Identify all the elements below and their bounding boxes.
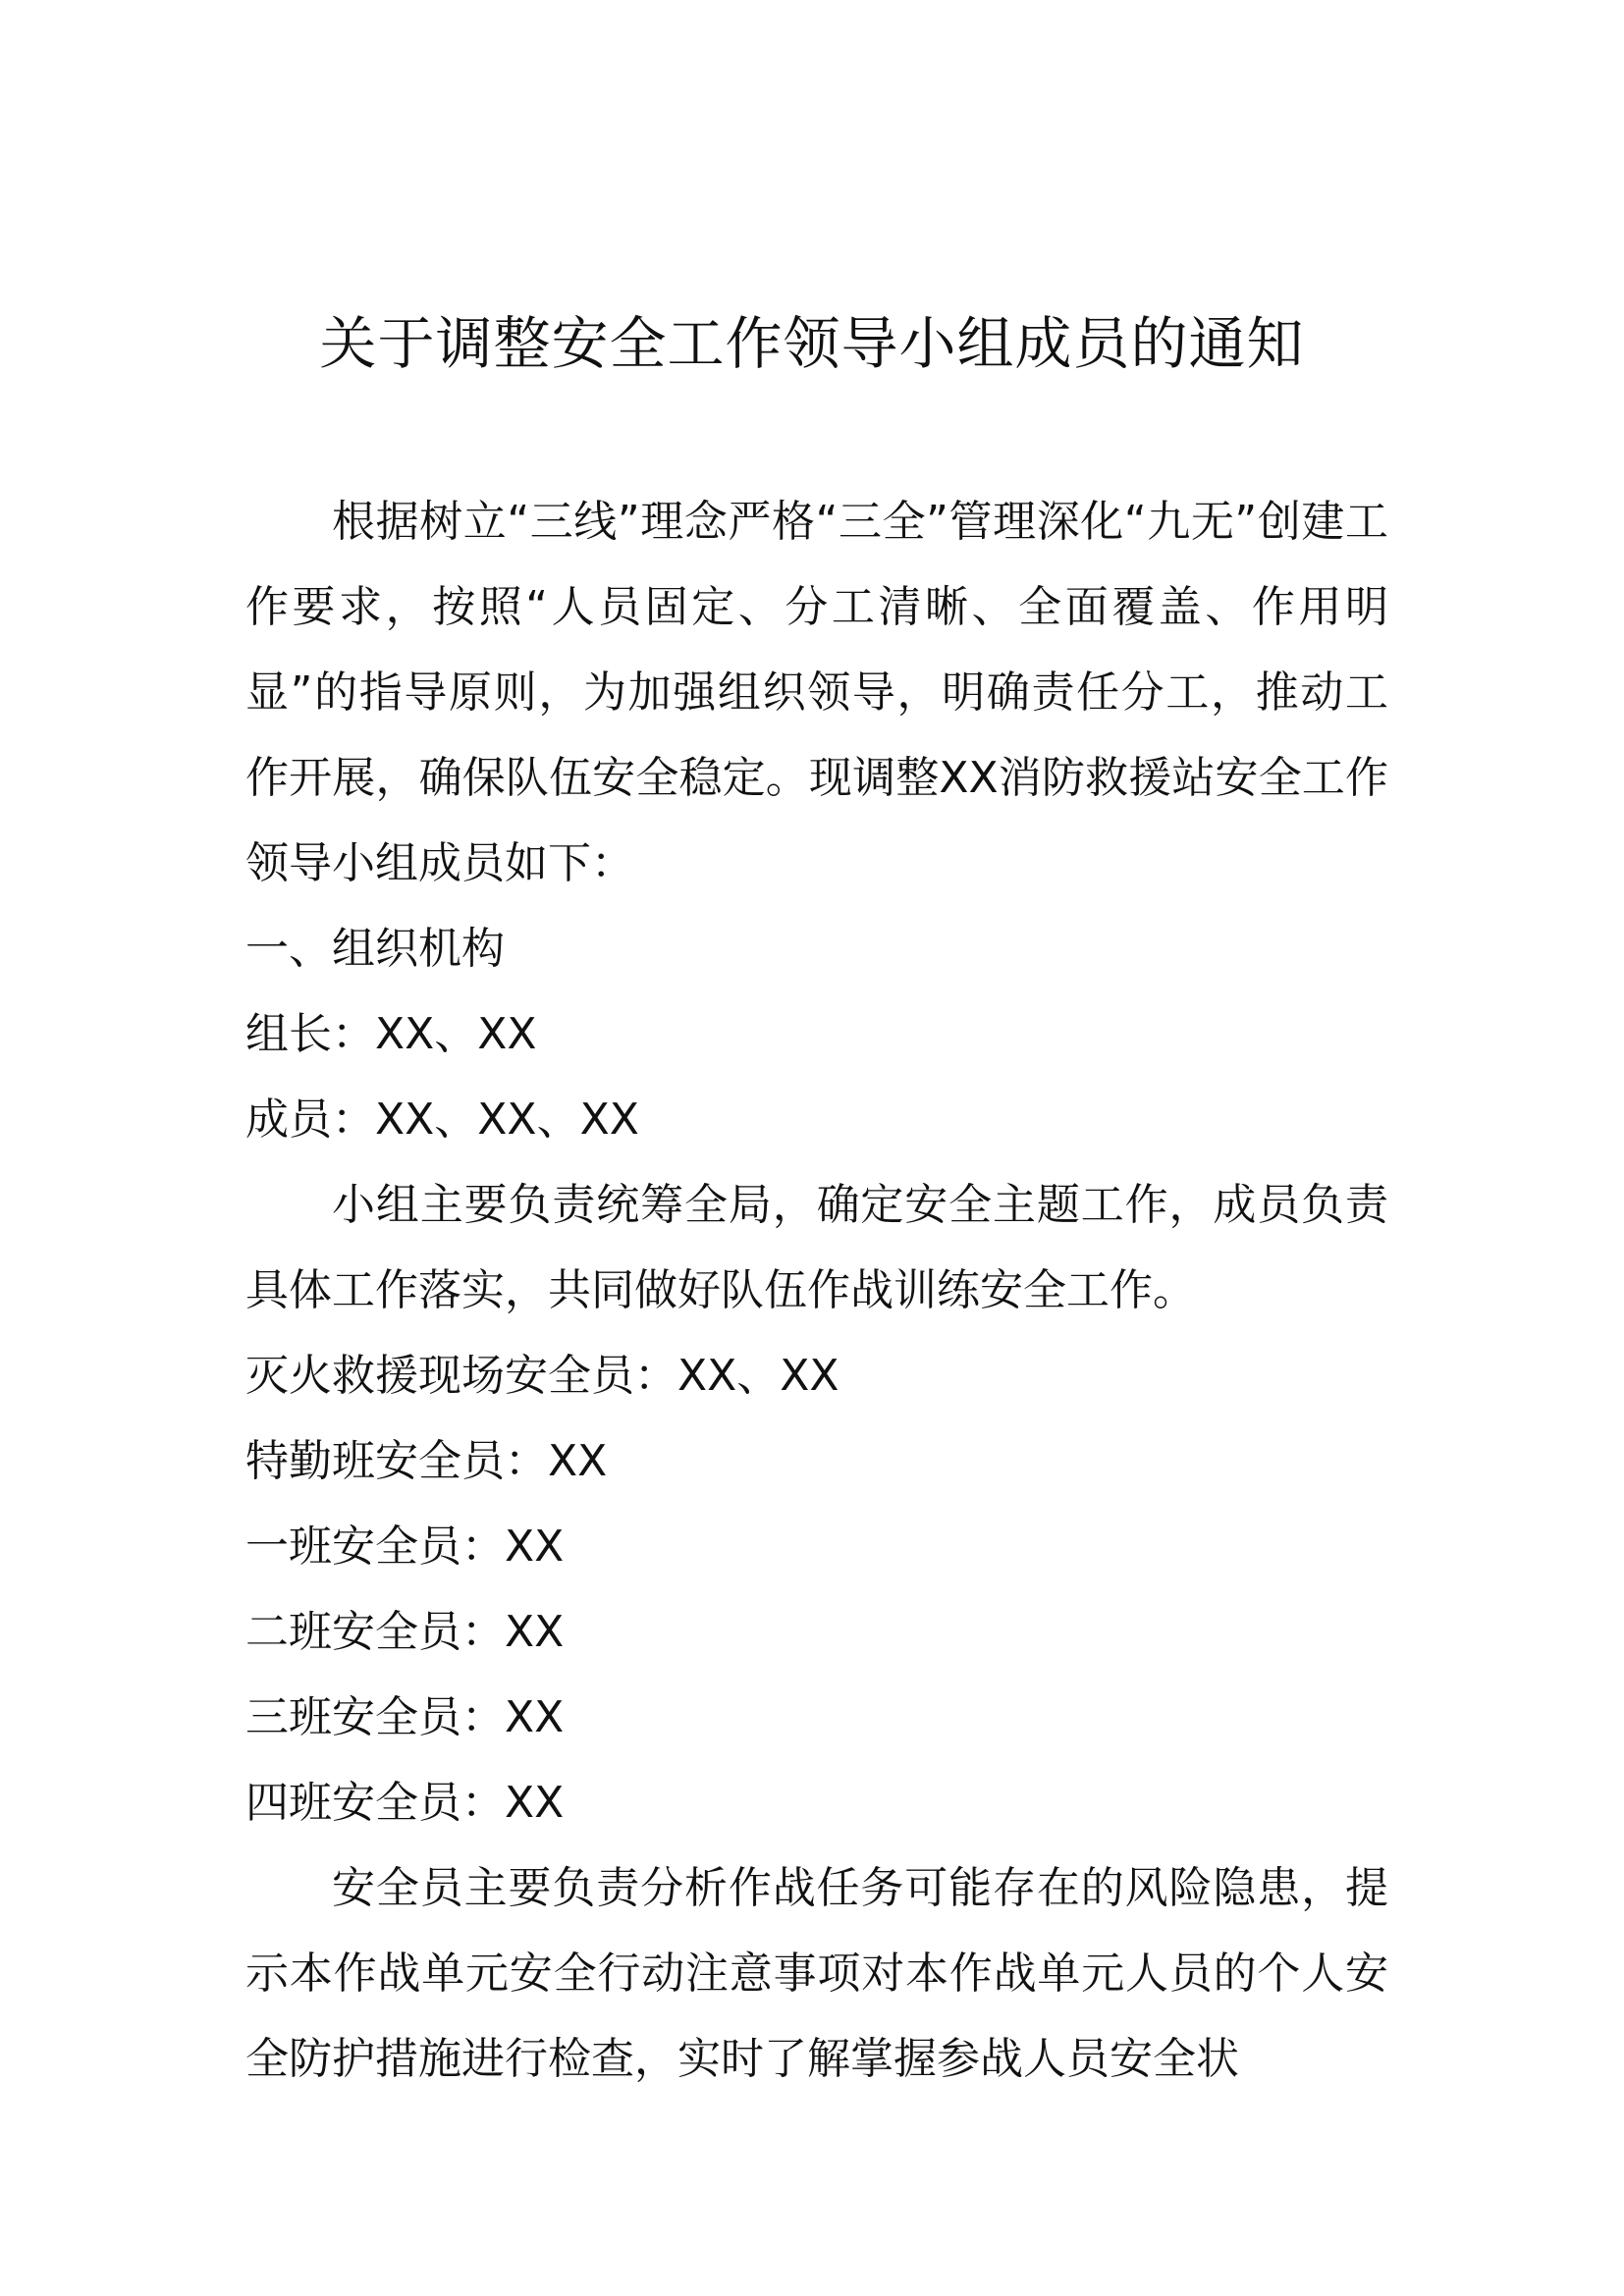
group-duties-paragraph: 小组主要负责统筹全局，确定安全主题工作，成员负责具体工作落实，共同做好队伍作战训练安全工作。 [245, 1180, 1388, 1315]
scene-safety-officer-line: 灭火救援现场安全员：XX、XX [245, 1351, 839, 1401]
squad-4-safety-officer-line: 四班安全员：XX [245, 1778, 565, 1828]
squad-3-safety-officer-line: 三班安全员：XX [245, 1692, 565, 1742]
safety-officer-duties-paragraph: 安全员主要负责分析作战任务可能存在的风险隐患，提示本作战单元安全行动注意事项对本作战单元人员的个人安全防护措施进行检查，实时了解掌握参战人员安全状 [245, 1863, 1388, 2084]
document-title: 关于调整安全工作领导小组成员的通知 [319, 310, 1305, 377]
document-body [245, 479, 1388, 2102]
squad-1-safety-officer-line: 一班安全员：XX [245, 1522, 565, 1572]
squad-2-safety-officer-line: 二班安全员：XX [245, 1607, 565, 1657]
group-members-line: 成员：XX、XX、XX [245, 1095, 639, 1145]
group-leader-line: 组长：XX、XX [245, 1009, 537, 1059]
intro-paragraph: 根据树立“三线”理念严格“三全”管理深化“九无”创建工作要求，按照“人员固定、分工清晰、全面覆盖、作用明显”的指导原则，为加强组织领导，明确责任分工，推动工作开展，确保队伍安全稳定。现调整XX消防救援站安全工作领导小组成员如下： [245, 497, 1388, 888]
special-duty-safety-officer-line: 特勤班安全员：XX [245, 1436, 608, 1486]
section-heading-organization: 一、组织机构 [245, 924, 505, 974]
